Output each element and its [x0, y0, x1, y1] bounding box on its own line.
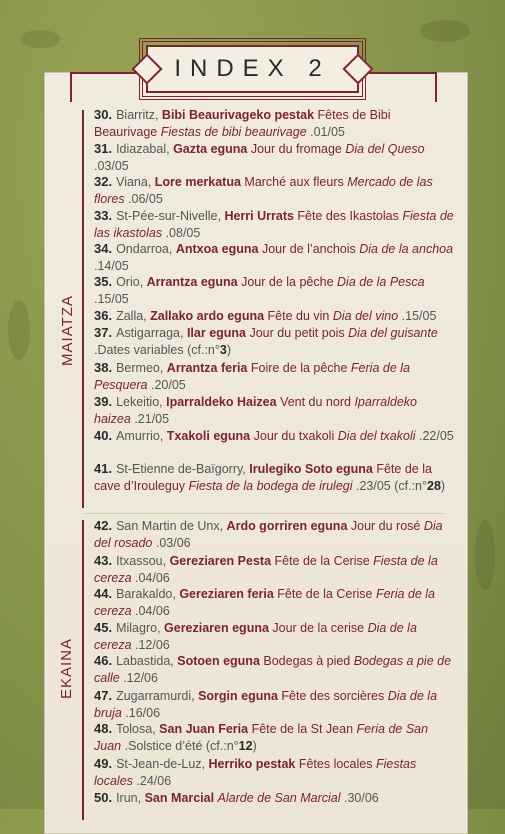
- entry-date: .03/05: [94, 159, 129, 173]
- index-title-plate: [146, 45, 359, 93]
- section-bar-ekaina: [82, 520, 84, 820]
- index-entry: [94, 140, 454, 175]
- entry-date: .30/06: [343, 791, 379, 805]
- entry-number: 40.: [94, 428, 113, 443]
- town-name: Amurrio,: [116, 429, 167, 443]
- entry-date: .Solstice d’été (cf.:n°: [124, 739, 239, 753]
- section-bar-maiatza: [82, 110, 84, 508]
- french-name: Foire de la pêche: [250, 361, 351, 375]
- town-name: Viana,: [116, 175, 155, 189]
- basque-name: Sorgin eguna: [198, 689, 282, 703]
- french-name: Bodegas à pied: [263, 654, 354, 668]
- entry-number: 43.: [94, 553, 113, 568]
- spanish-name: Iparraldeko haizea: [94, 395, 417, 426]
- basque-name: Ilar eguna: [186, 326, 250, 340]
- spanish-name: Bodegas a pie de calle: [94, 654, 452, 685]
- french-name: Fête de la Cerise: [277, 587, 376, 601]
- entry-date: .06/05: [128, 192, 163, 206]
- entry-number: 46.: [94, 653, 113, 668]
- section-divider: [84, 513, 444, 514]
- entry-number: 44.: [94, 586, 113, 601]
- entry-date: .12/06: [123, 671, 158, 685]
- entry-number: 47.: [94, 688, 113, 703]
- entry-date: .04/06: [135, 604, 170, 618]
- basque-name: Ardo gorriren eguna: [226, 519, 351, 533]
- french-name: Marché aux fleurs: [244, 175, 348, 189]
- basque-name: Bibi Beaurivageko pestak: [161, 108, 318, 122]
- town-name: Milagro,: [116, 621, 165, 635]
- cross-reference-close: ): [440, 479, 446, 493]
- cross-reference-number: 28: [427, 479, 441, 493]
- spanish-name: Dia del guisante: [348, 326, 438, 340]
- entry-date: .21/05: [134, 412, 170, 426]
- index-entry: [94, 585, 454, 620]
- spanish-name: Fiestas locales: [94, 757, 417, 788]
- basque-name: Gereziaren feria: [179, 587, 278, 601]
- index-entry: [94, 755, 454, 790]
- spanish-name: Fiesta de las ikastolas: [94, 209, 454, 240]
- town-name: San Martin de Unx,: [116, 519, 227, 533]
- basque-name: Herriko pestak: [208, 757, 299, 771]
- basque-name: Txakoli eguna: [166, 429, 254, 443]
- town-name: Ondarroa,: [116, 242, 176, 256]
- index-entry: [94, 789, 454, 807]
- entry-number: 34.: [94, 241, 113, 256]
- spanish-name: Dia de la bruja: [94, 689, 438, 720]
- french-name: Fête de la St Jean: [251, 722, 357, 736]
- entry-date: .03/06: [155, 536, 191, 550]
- basque-name: Gereziaren Pesta: [169, 554, 275, 568]
- basque-name: Arrantza eguna: [146, 275, 242, 289]
- town-name: Idiazabal,: [116, 142, 174, 156]
- entry-date: .20/05: [150, 378, 186, 392]
- town-name: Bermeo,: [116, 361, 167, 375]
- french-name: Vent du nord: [280, 395, 355, 409]
- entry-date: .14/05: [94, 259, 129, 273]
- french-name: Jour du txakoli: [253, 429, 338, 443]
- frame-left-edge: [70, 72, 72, 102]
- spanish-name: Dia de la anchoa: [359, 242, 454, 256]
- frame-line: [359, 72, 437, 94]
- french-name: Fête de la Cerise: [274, 554, 374, 568]
- french-name: Jour du rosé: [350, 519, 424, 533]
- town-name: Zugarramurdi,: [116, 689, 199, 703]
- entry-number: 41.: [94, 461, 113, 476]
- index-entry: [94, 106, 454, 141]
- town-name: St-Etienne de-Baïgorry,: [116, 462, 250, 476]
- town-name: Lekeitio,: [116, 395, 167, 409]
- town-name: Astigarraga,: [116, 326, 187, 340]
- texture-spot: [475, 520, 495, 590]
- texture-spot: [8, 300, 30, 360]
- section-label-text: MAIATZA: [58, 294, 76, 366]
- index-entry: [94, 393, 454, 428]
- entry-date: .22/05: [419, 429, 454, 443]
- entry-number: 49.: [94, 756, 113, 771]
- entry-number: 35.: [94, 274, 113, 289]
- cross-reference-close: ): [226, 343, 232, 357]
- entry-number: 30.: [94, 107, 113, 122]
- entry-number: 50.: [94, 790, 113, 805]
- index-entry: [94, 517, 454, 552]
- basque-name: San Juan Feria: [159, 722, 252, 736]
- entry-date: .08/05: [165, 226, 201, 240]
- section-label-text: EKAINA: [58, 637, 76, 699]
- town-name: Itxassou,: [116, 554, 170, 568]
- spanish-name: Dia del rosado: [94, 519, 443, 550]
- index-entry: [94, 652, 454, 687]
- entry-date: .15/05: [401, 309, 437, 323]
- cross-reference-number: 3: [219, 343, 227, 357]
- spanish-name: Fiestas de bibi beaurivage: [160, 125, 311, 139]
- basque-name: Arrantza feria: [166, 361, 251, 375]
- french-name: Fête du vin: [267, 309, 333, 323]
- index-entry: [94, 359, 454, 394]
- french-name: Fête de la cave d’Irouleguy: [94, 462, 432, 493]
- index-entry: [94, 207, 454, 242]
- basque-name: Zallako ardo eguna: [150, 309, 268, 323]
- basque-name: Gazta eguna: [173, 142, 251, 156]
- town-name: Barakaldo,: [116, 587, 180, 601]
- index-entry: [94, 273, 454, 308]
- entry-date: .15/05: [94, 292, 129, 306]
- entry-number: 31.: [94, 141, 113, 156]
- french-name: Fête des Ikastolas: [297, 209, 403, 223]
- basque-name: San Marcial: [144, 791, 218, 805]
- frame-right-edge: [435, 72, 437, 102]
- spanish-name: Dia del vino: [332, 309, 402, 323]
- section-label-maiatza: [55, 290, 79, 370]
- spanish-name: Mercado de las flores: [94, 175, 433, 206]
- spanish-name: Feria de la Pesquera: [94, 361, 410, 392]
- town-name: St-Pée-sur-Nivelle,: [116, 209, 225, 223]
- entry-number: 37.: [94, 325, 113, 340]
- entry-number: 42.: [94, 518, 113, 533]
- spanish-name: Dia del txakoli: [337, 429, 419, 443]
- french-name: Jour de la pêche: [241, 275, 338, 289]
- basque-name: Gereziaren eguna: [164, 621, 273, 635]
- basque-name: Iparraldeko Haizea: [166, 395, 281, 409]
- index-entry: [94, 687, 454, 722]
- basque-name: Herri Urrats: [224, 209, 298, 223]
- entry-number: 38.: [94, 360, 113, 375]
- basque-name: Irulegiko Soto eguna: [249, 462, 377, 476]
- section-label-ekaina: [55, 628, 79, 708]
- index-entry: [94, 427, 454, 445]
- basque-name: Sotoen eguna: [177, 654, 264, 668]
- spanish-name: Fiesta de la cereza: [94, 554, 438, 585]
- index-entry: [94, 307, 454, 325]
- texture-spot: [20, 30, 60, 48]
- french-name: Fête des sorcières: [281, 689, 388, 703]
- entry-number: 36.: [94, 308, 113, 323]
- index-entry: [94, 619, 454, 654]
- entry-date: .Dates variables (cf.:n°: [94, 343, 220, 357]
- spanish-name: Dia del Queso: [345, 142, 425, 156]
- french-name: Jour du fromage: [250, 142, 346, 156]
- cross-reference-close: ): [252, 739, 257, 753]
- index-entry: [94, 460, 454, 495]
- town-name: Orio,: [116, 275, 147, 289]
- town-name: Zalla,: [116, 309, 151, 323]
- entry-date: .23/05 (cf.:n°: [356, 479, 428, 493]
- page-title: INDEX 2: [174, 55, 331, 82]
- frame-line: [70, 72, 148, 94]
- entry-date: .01/05: [310, 125, 345, 139]
- spanish-name: Dia de la cereza: [94, 621, 417, 652]
- entry-date: .04/06: [135, 571, 170, 585]
- cross-reference-number: 12: [238, 739, 253, 753]
- spanish-name: Feria de San Juan: [94, 722, 429, 753]
- basque-name: Lore merkatua: [154, 175, 245, 189]
- entry-number: 48.: [94, 721, 113, 736]
- spanish-name: Alarde de San Marcial: [217, 791, 344, 805]
- spanish-name: Fiesta de la bodega de irulegi: [188, 479, 356, 493]
- entry-date: .16/06: [125, 706, 161, 720]
- french-name: Fêtes de Bibi Beaurivage: [94, 108, 391, 139]
- french-name: Jour du petit pois: [249, 326, 349, 340]
- town-name: Irun,: [116, 791, 145, 805]
- index-entry: [94, 173, 454, 208]
- index-entry: [94, 552, 454, 587]
- entry-number: 32.: [94, 174, 113, 189]
- spanish-name: Feria de la cereza: [94, 587, 436, 618]
- french-name: Jour de la cerise: [272, 621, 368, 635]
- town-name: St-Jean-de-Luz,: [116, 757, 209, 771]
- town-name: Tolosa,: [116, 722, 160, 736]
- town-name: Labastida,: [116, 654, 178, 668]
- entry-number: 45.: [94, 620, 113, 635]
- entry-number: 33.: [94, 208, 113, 223]
- index-entry: [94, 720, 454, 755]
- town-name: Biarritz,: [116, 108, 162, 122]
- basque-name: Antxoa eguna: [175, 242, 262, 256]
- texture-spot: [420, 20, 470, 42]
- french-name: Fêtes locales: [298, 757, 376, 771]
- entry-date: .12/06: [135, 638, 170, 652]
- index-entry: [94, 240, 454, 275]
- index-entry: [94, 324, 454, 359]
- french-name: Jour de l’anchois: [261, 242, 360, 256]
- entry-number: 39.: [94, 394, 113, 409]
- spanish-name: Dia de la Pesca: [337, 275, 425, 289]
- entry-date: .24/06: [136, 774, 172, 788]
